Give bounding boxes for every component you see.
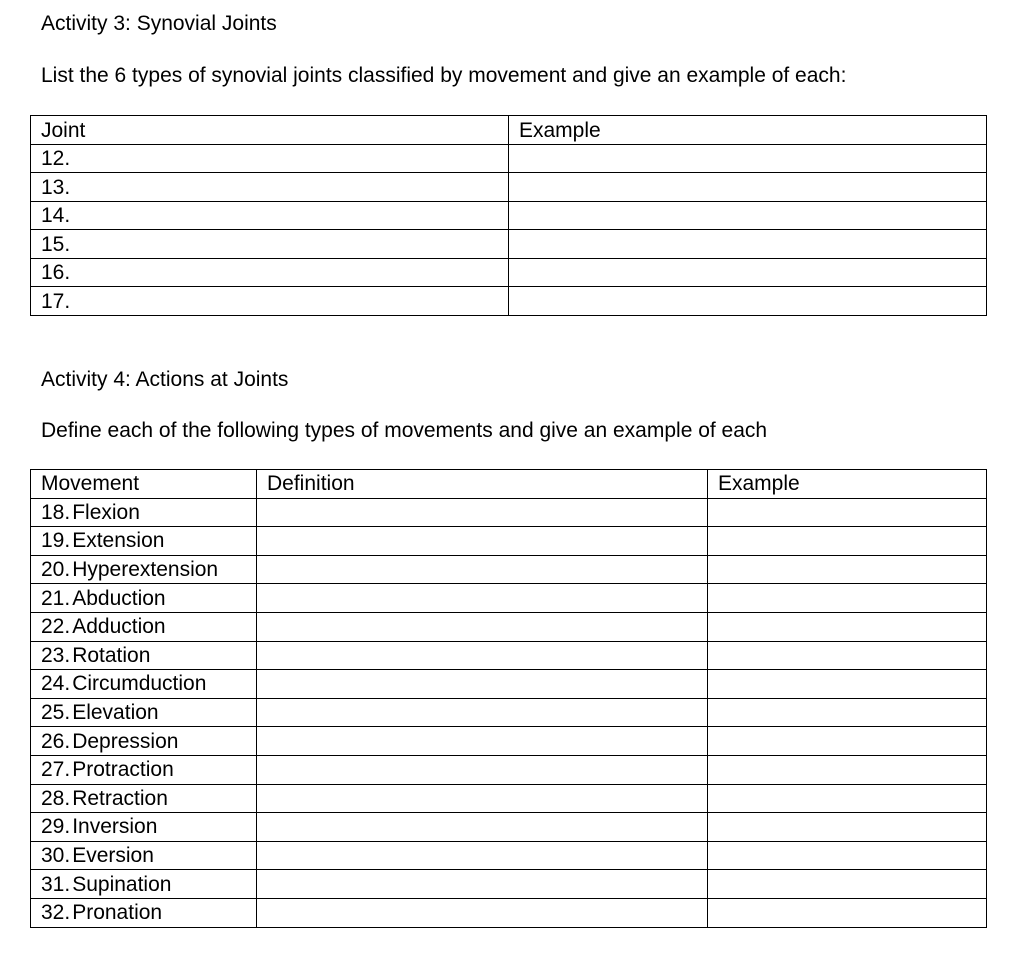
example-cell[interactable] [708,870,987,899]
example-cell[interactable] [708,841,987,870]
example-cell[interactable] [708,527,987,556]
movement-cell [31,527,257,556]
definition-cell[interactable] [257,727,708,756]
example-cell[interactable] [708,670,987,699]
row-number: 27. [41,758,71,782]
table-row [31,201,987,230]
movement-cell [31,584,257,613]
activity-4-instructions: Define each of the following types of movements and give an example of each [41,419,768,442]
row-number: 32. [41,901,71,925]
movement-label: Circumduction [72,672,207,696]
definition-cell[interactable] [257,498,708,527]
row-number: 31. [41,872,71,896]
definition-cell[interactable] [257,555,708,584]
example-column-header: Example [708,470,987,499]
joint-cell[interactable] [31,230,509,259]
movement-cell [31,813,257,842]
table-row [31,230,987,259]
definition-cell[interactable] [257,641,708,670]
movement-label: Adduction [72,615,166,639]
table-row [31,870,987,899]
joint-cell[interactable] [31,287,509,316]
row-number: 16. [41,261,71,285]
example-column-header: Example [509,116,987,145]
movement-label: Rotation [72,643,151,667]
table-row [31,841,987,870]
definition-cell[interactable] [257,813,708,842]
example-cell[interactable] [708,755,987,784]
row-number: 21. [41,586,71,610]
table-header-row [31,470,987,499]
joint-cell[interactable] [31,144,509,173]
table-row [31,898,987,927]
definition-cell[interactable] [257,870,708,899]
table-header-row [31,116,987,145]
row-number: 23. [41,643,71,667]
example-cell[interactable] [708,727,987,756]
movement-label: Eversion [72,844,154,868]
table-row [31,727,987,756]
example-cell[interactable] [708,784,987,813]
table-row [31,555,987,584]
row-number: 22. [41,615,71,639]
example-cell[interactable] [708,612,987,641]
example-cell[interactable] [708,641,987,670]
example-cell[interactable] [509,230,987,259]
row-number: 24. [41,672,71,696]
row-number: 25. [41,701,71,725]
movement-cell [31,841,257,870]
activity-4-title: Activity 4: Actions at Joints [41,368,289,391]
movement-column-header: Movement [31,470,257,499]
example-cell[interactable] [708,498,987,527]
example-cell[interactable] [509,144,987,173]
row-number: 18. [41,500,71,524]
row-number: 20. [41,558,71,582]
row-number: 30. [41,844,71,868]
row-number: 13. [41,175,71,199]
table-row [31,173,987,202]
row-number: 17. [41,289,71,313]
row-number: 14. [41,204,71,228]
activity-3-title: Activity 3: Synovial Joints [41,12,277,35]
table-row [31,498,987,527]
table-row [31,813,987,842]
movement-label: Supination [72,872,172,896]
movement-label: Protraction [72,758,174,782]
movement-cell [31,870,257,899]
movement-cell [31,898,257,927]
movement-label: Extension [72,529,165,553]
movement-label: Inversion [72,815,158,839]
table-row [31,755,987,784]
row-number: 28. [41,786,71,810]
table-row [31,144,987,173]
table-row [31,287,987,316]
joint-column-header: Joint [31,116,509,145]
joint-cell[interactable] [31,201,509,230]
definition-cell[interactable] [257,584,708,613]
example-cell[interactable] [509,201,987,230]
definition-cell[interactable] [257,670,708,699]
row-number: 19. [41,529,71,553]
example-cell[interactable] [509,287,987,316]
movement-label: Depression [72,729,179,753]
movement-label: Elevation [72,701,159,725]
row-number: 15. [41,232,71,256]
movement-cell [31,727,257,756]
table-row [31,258,987,287]
movement-cell [31,498,257,527]
row-number: 29. [41,815,71,839]
movement-cell [31,670,257,699]
movement-label: Hyperextension [72,558,219,582]
movement-label: Pronation [72,901,163,925]
example-cell[interactable] [509,258,987,287]
movement-label: Flexion [72,500,140,524]
definition-cell[interactable] [257,841,708,870]
movement-cell [31,555,257,584]
activity-3-instructions: List the 6 types of synovial joints classified by movement and give an example of each: [41,64,847,87]
table-row [31,641,987,670]
movement-label: Abduction [72,586,166,610]
definition-cell[interactable] [257,527,708,556]
joint-cell[interactable] [31,173,509,202]
joint-cell[interactable] [31,258,509,287]
movement-cell [31,784,257,813]
table-row [31,527,987,556]
example-cell[interactable] [708,584,987,613]
row-number: 12. [41,147,71,171]
definition-cell[interactable] [257,612,708,641]
table-row [31,584,987,613]
table-row [31,698,987,727]
movement-cell [31,698,257,727]
movement-cell [31,612,257,641]
example-cell[interactable] [509,173,987,202]
example-cell[interactable] [708,698,987,727]
table-row [31,670,987,699]
movement-cell [31,755,257,784]
table-row [31,784,987,813]
synovial-joints-table [30,115,987,316]
definition-cell[interactable] [257,784,708,813]
row-number: 26. [41,729,71,753]
movement-label: Retraction [72,786,168,810]
movements-table [30,469,987,928]
example-cell[interactable] [708,813,987,842]
example-cell[interactable] [708,898,987,927]
movement-cell [31,641,257,670]
table-row [31,612,987,641]
definition-cell[interactable] [257,755,708,784]
definition-cell[interactable] [257,898,708,927]
definition-cell[interactable] [257,698,708,727]
example-cell[interactable] [708,555,987,584]
definition-column-header: Definition [257,470,708,499]
